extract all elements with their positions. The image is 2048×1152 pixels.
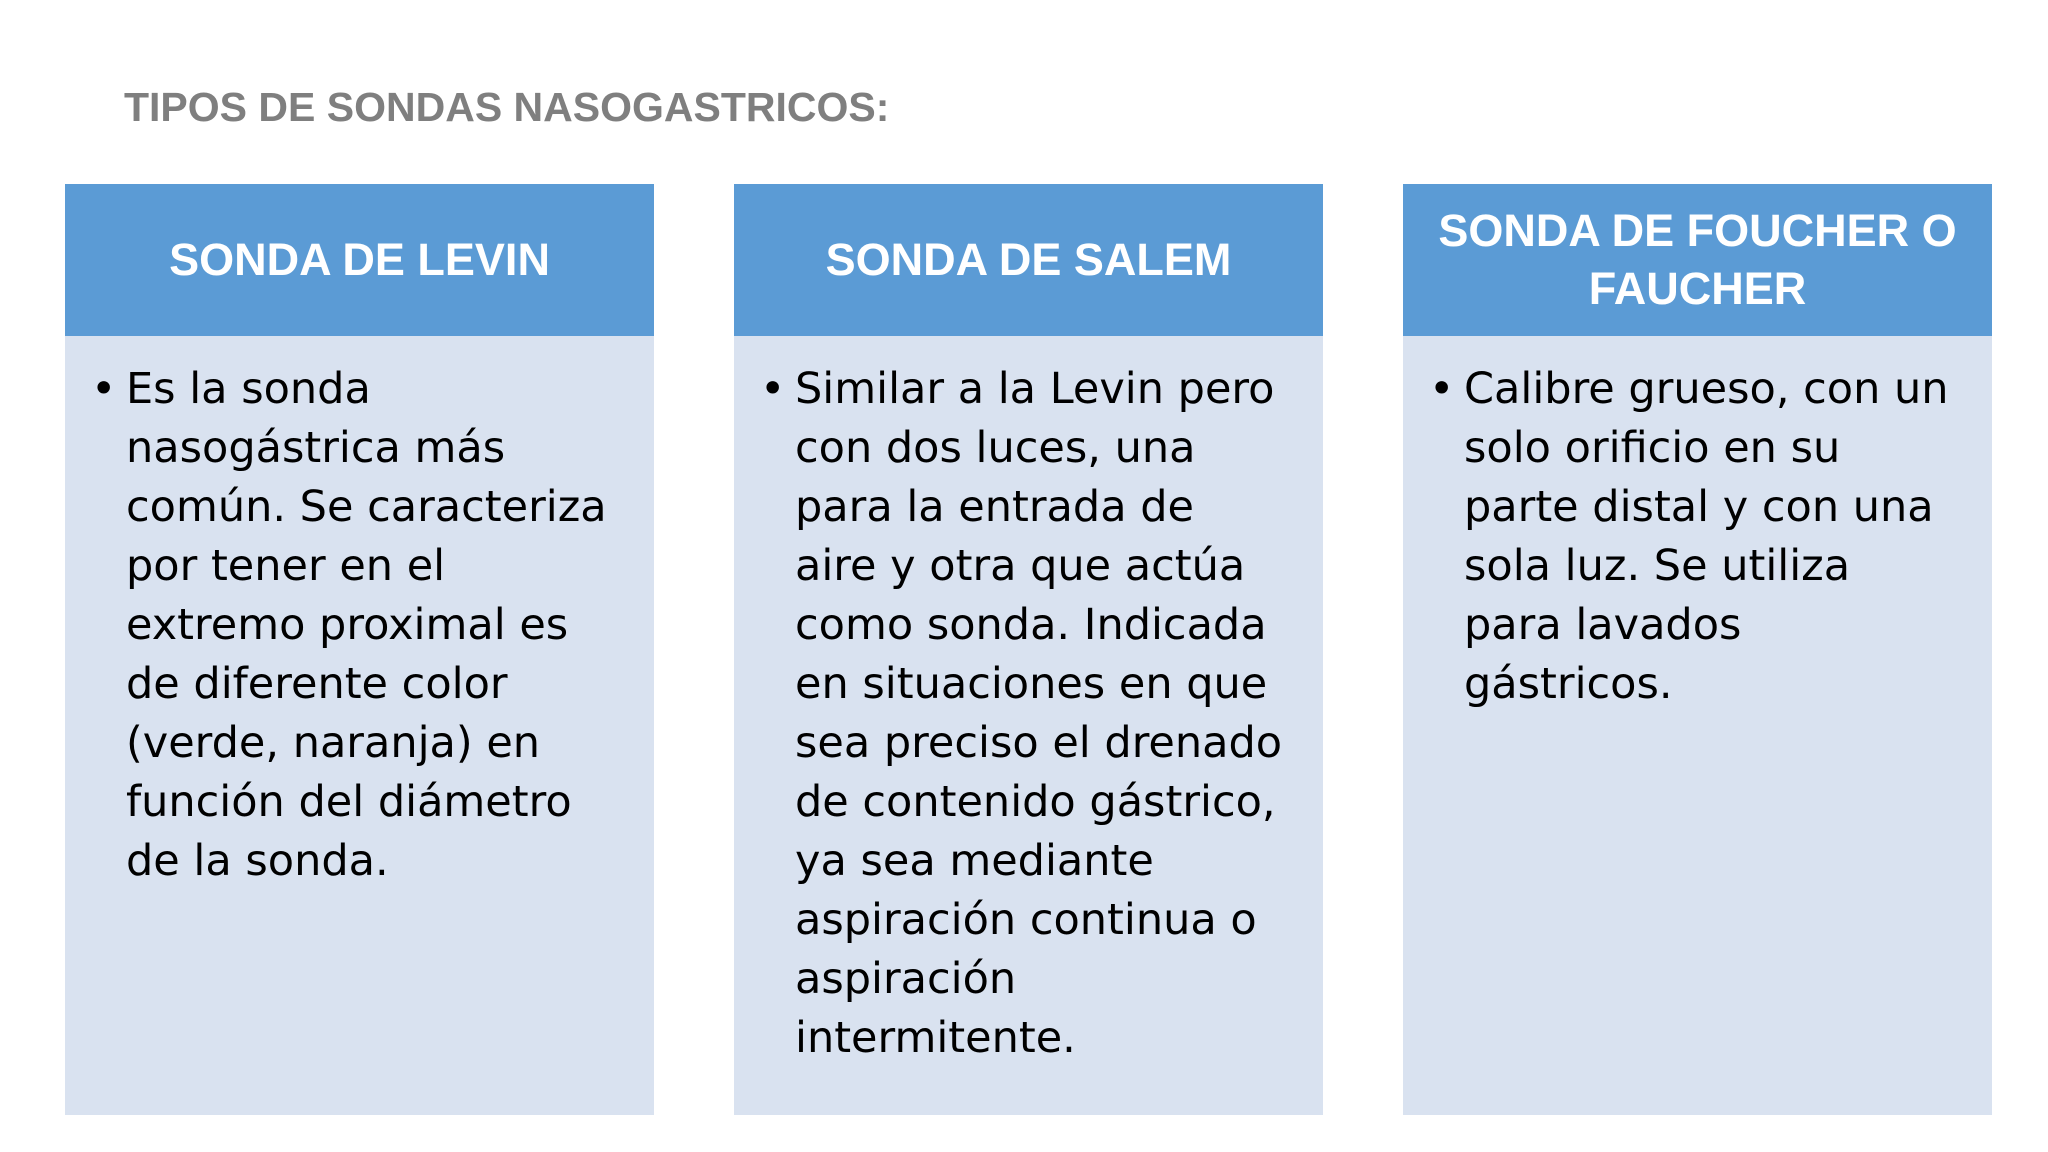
- card-header-label: SONDA DE SALEM: [825, 234, 1232, 285]
- card-body: [1403, 336, 1992, 1115]
- bullet-text: Calibre grueso, con un solo orificio en su parte distal y con una sola luz. Se utiliza para lavados gástricos.: [1464, 364, 1949, 709]
- card-body: [734, 336, 1323, 1115]
- bullet-list: [760, 360, 1287, 1068]
- card-header: [1403, 184, 1992, 336]
- list-item: [1429, 360, 1956, 714]
- card-header: [65, 184, 654, 336]
- bullet-list: [91, 360, 618, 891]
- card-header-label: SONDA DE LEVIN: [169, 234, 550, 285]
- card-header-label: SONDA DE FOUCHER O FAUCHER: [1438, 205, 1957, 314]
- card-sonda-salem: [734, 184, 1323, 1115]
- card-header: [734, 184, 1323, 336]
- card-sonda-foucher: [1403, 184, 1992, 1115]
- list-item: [91, 360, 618, 891]
- list-item: [760, 360, 1287, 1068]
- card-body: [65, 336, 654, 1115]
- card-sonda-levin: [65, 184, 654, 1115]
- bullet-icon: •: [91, 364, 117, 414]
- bullet-list: [1429, 360, 1956, 714]
- bullet-text: Es la sonda nasogástrica más común. Se caracteriza por tener en el extremo proximal es de diferente color (verde, naranja) en función del diámetro de la sonda.: [126, 364, 607, 886]
- bullet-text: Similar a la Levin pero con dos luces, una para la entrada de aire y otra que actúa como sonda. Indicada en situaciones en que sea preciso el drenado de contenido gástrico, ya sea mediante aspiración continua o aspiración intermitente.: [795, 364, 1283, 1063]
- bullet-icon: •: [760, 364, 786, 414]
- slide-title: TIPOS DE SONDAS NASOGASTRICOS:: [124, 84, 890, 130]
- bullet-icon: •: [1429, 364, 1455, 414]
